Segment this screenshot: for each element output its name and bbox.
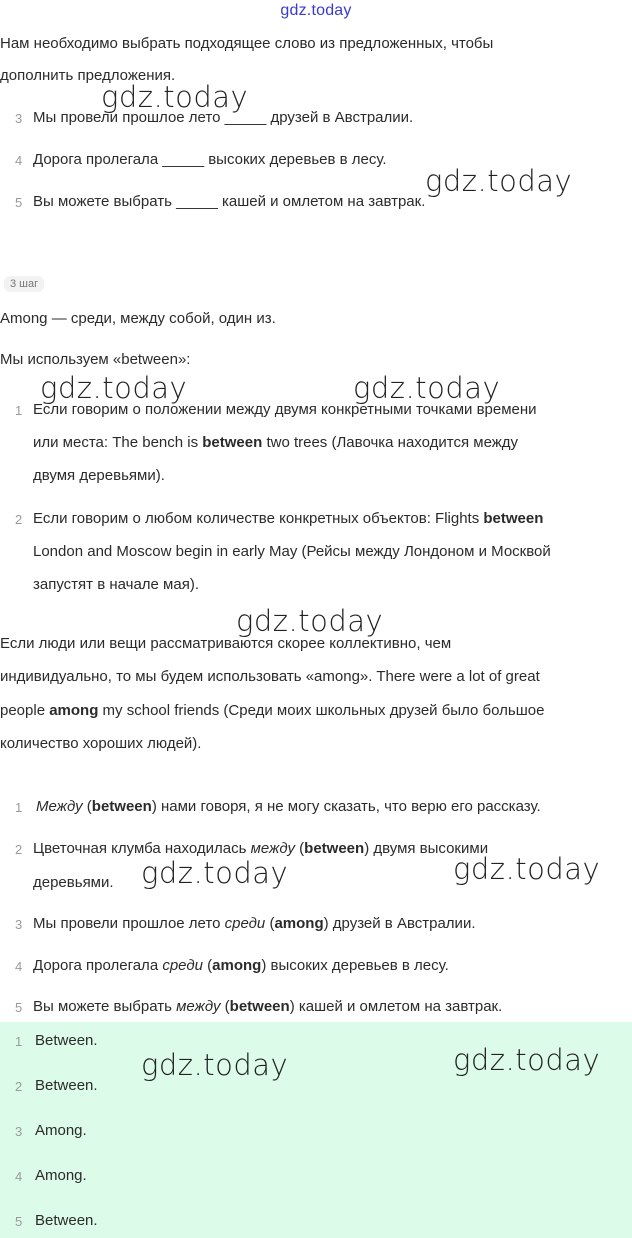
filled-sentence: Мы провели прошлое лето среди (among) друзей в Австралии. [33,915,476,932]
task-item: Дорога пролегала _____ высоких деревьев в лесу. [33,151,387,168]
rule1-line-1: Если говорим о положении между двумя конкретными точками времени [33,401,537,418]
step-badge: 3 шаг [4,276,44,292]
rule2-line-3: запустят в начале мая). [33,576,199,593]
watermark-text: gdz.today [141,856,289,890]
rule1-line-2: или места: The bench is between two trees (Лавочка находится между [33,434,519,451]
task-item: Мы провели прошлое лето _____ друзей в Австралии. [33,109,414,126]
rule2-line-2: London and Moscow begin in early May (Рейсы между Лондоном и Москвой [33,543,551,560]
task-number: 5 [15,195,23,210]
filled-number: 5 [15,1000,23,1015]
answer-number: 5 [15,1214,23,1229]
watermark-text: gdz.today [453,1043,601,1077]
filled-sentence: Между (between) нами говоря, я не могу сказать, что верю его рассказу. [36,798,541,815]
collective-line-4: количество хороших людей). [0,735,202,752]
answer-item: Among. [35,1122,87,1139]
filled-sentence: Дорога пролегала среди (among) высоких деревьев в лесу. [33,957,449,974]
answer-item: Among. [35,1167,87,1184]
watermark-text: gdz.today [353,371,501,405]
filled-number: 2 [15,842,23,857]
filled-sentence-continuation: деревьями. [33,874,114,891]
collective-line-2: индивидуально, то мы будем использовать «among». There were a lot of great [0,668,540,685]
site-header-logo[interactable]: gdz.today [280,2,352,19]
collective-line-3: people among my school friends (Среди моих школьных друзей было большое [0,702,545,719]
answers-box [0,1022,632,1238]
answer-number: 1 [15,1034,23,1049]
answer-item: Between. [35,1212,98,1229]
filled-sentence: Цветочная клумба находилась между (between) двумя высокими [33,840,489,857]
task-item: Вы можете выбрать _____ кашей и омлетом на завтрак. [33,193,426,210]
rule2-line-1: Если говорим о любом количестве конкретных объектов: Flights between [33,510,544,527]
watermark-text: gdz.today [425,164,573,198]
rule1-line-3: двумя деревьями). [33,467,165,484]
answer-number: 3 [15,1124,23,1139]
intro-line-1: Нам необходимо выбрать подходящее слово из предложенных, чтобы [0,35,494,52]
rule-number: 1 [15,403,23,418]
among-definition: Among — среди, между собой, один из. [0,310,276,327]
watermark-text: gdz.today [236,604,384,638]
collective-line-1: Если люди или вещи рассматриваются скорее коллективно, чем [0,635,452,652]
answer-number: 4 [15,1169,23,1184]
answer-number: 2 [15,1079,23,1094]
answer-item: Between. [35,1032,98,1049]
answer-item: Between. [35,1077,98,1094]
task-number: 3 [15,111,23,126]
between-intro: Мы используем «between»: [0,351,191,368]
filled-number: 3 [15,917,23,932]
filled-sentence: Вы можете выбрать между (between) кашей и омлетом на завтрак. [33,998,503,1015]
filled-number: 4 [15,959,23,974]
watermark-text: gdz.today [141,1048,289,1082]
watermark-text: gdz.today [453,852,601,886]
filled-number: 1 [15,800,23,815]
intro-line-2: дополнить предложения. [0,67,176,84]
rule-number: 2 [15,512,23,527]
watermark-text: gdz.today [101,80,249,114]
task-number: 4 [15,153,23,168]
watermark-text: gdz.today [40,371,188,405]
